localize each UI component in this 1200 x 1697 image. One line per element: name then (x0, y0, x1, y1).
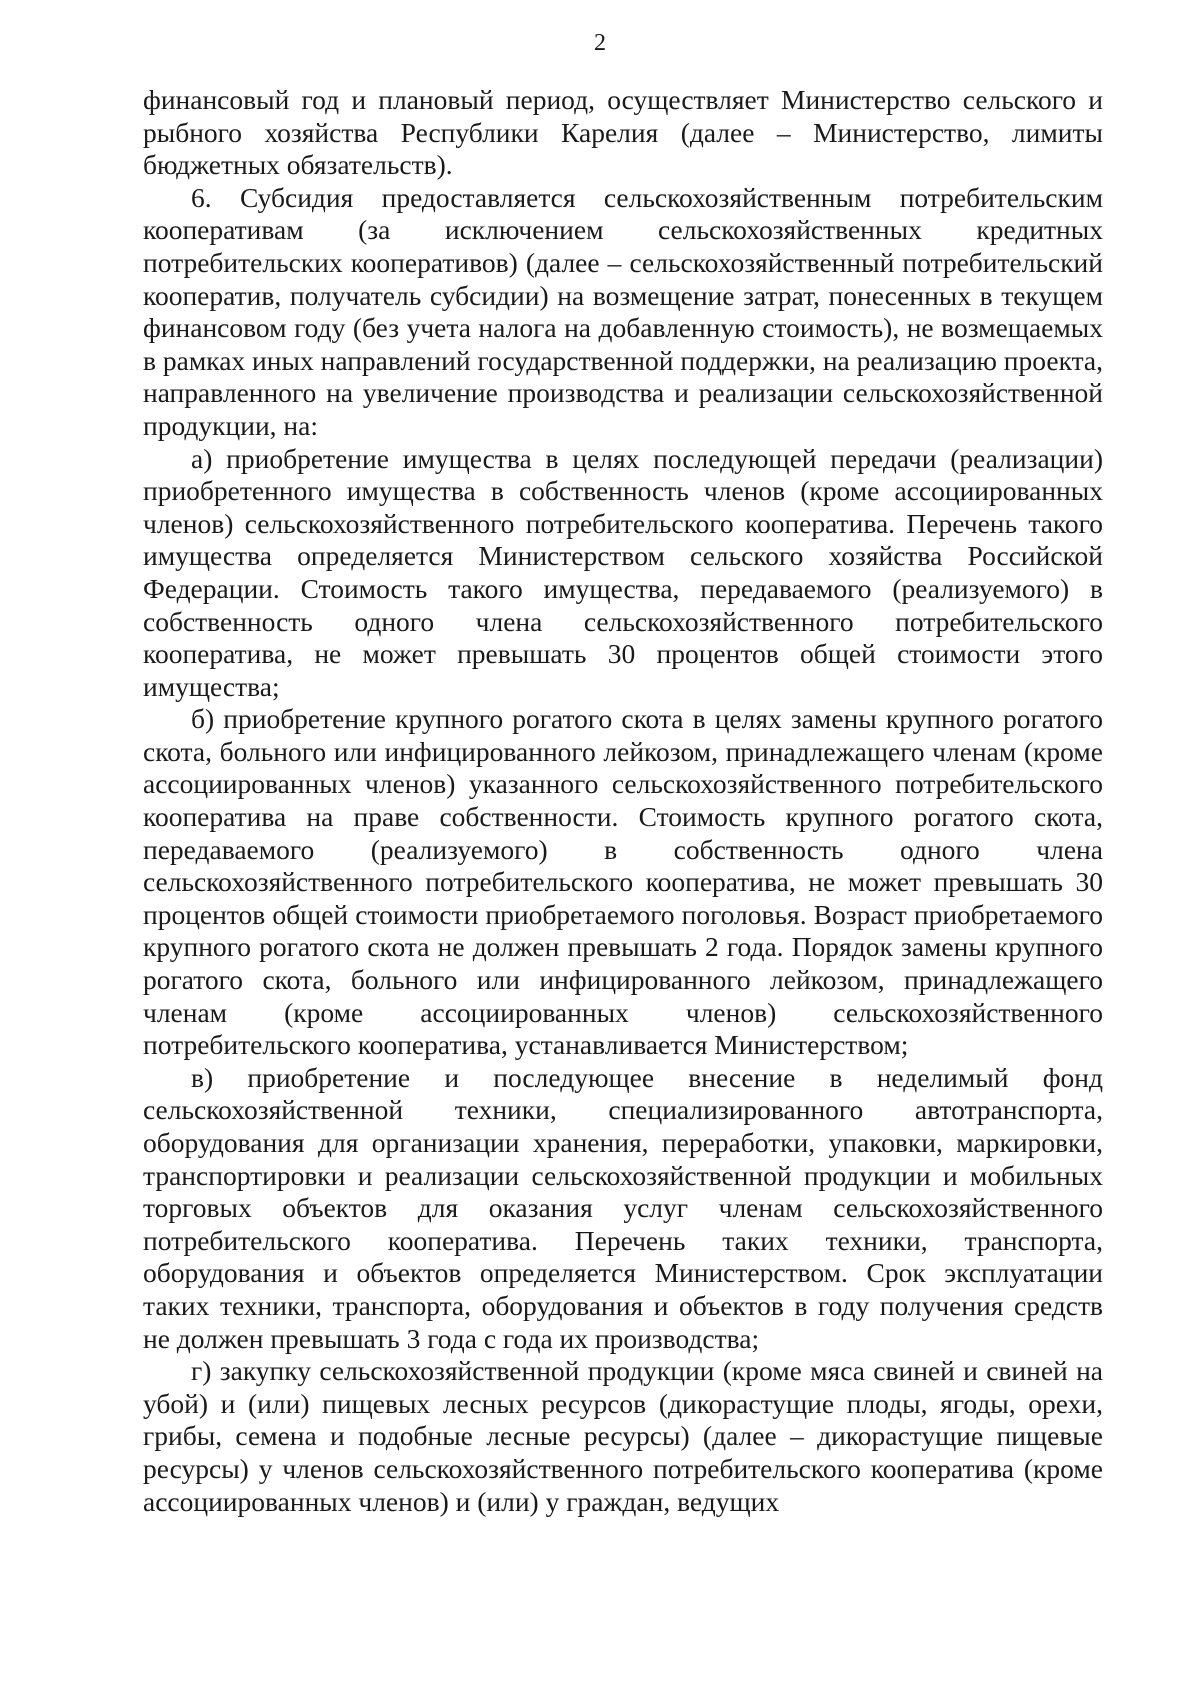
paragraph-clause-6: 6. Субсидия предоставляется сельскохозяйственным потребительским кооперативам (за исключением сельскохозяйственных кредитных потребительских кооперативов) (далее – сельскохозяйственный потребительский кооператив, получатель субсидии) на возмещение затрат, понесенных в текущем финансовом году (без учета налога на добавленную стоимость), не возмещаемых в рамках иных направлений государственной поддержки, на реализацию проекта, направленного на увеличение производства и реализации сельскохозяйственной продукции, на: (143, 181, 1103, 441)
paragraph-subclause-g: г) закупку сельскохозяйственной продукции (кроме мяса свиней и свиней на убой) и (или) пищевых лесных ресурсов (дикорастущие плоды, ягоды, орехи, грибы, семена и подобные лесные ресурсы) (далее – дикорастущие пищевые ресурсы) у членов сельскохозяйственного потребительского кооператива (кроме ассоциированных членов) и (или) у граждан, ведущих (143, 1355, 1103, 1517)
paragraph-continuation: финансовый год и плановый период, осуществляет Министерство сельского и рыбного хозяйства Республики Карелия (далее – Министерство, лимиты бюджетных обязательств). (143, 84, 1103, 181)
page-number: 2 (594, 30, 606, 56)
paragraph-subclause-b: б) приобретение крупного рогатого скота в целях замены крупного рогатого скота, больного или инфицированного лейкозом, принадлежащего членам (кроме ассоциированных членов) указанного сельскохозяйственного потребительского кооператива на праве собственности. Стоимость крупного рогатого скота, передаваемого (реализуемого) в собственность одного члена сельскохозяйственного потребительского кооператива, не может превышать 30 процентов общей стоимости приобретаемого поголовья. Возраст приобретаемого крупного рогатого скота не должен превышать 2 года. Порядок замены крупного рогатого скота, больного или инфицированного лейкозом, принадлежащего членам (кроме ассоциированных членов) сельскохозяйственного потребительского кооператива, устанавливается Министерством; (143, 703, 1103, 1061)
paragraph-subclause-a: а) приобретение имущества в целях последующей передачи (реализации) приобретенного имущества в собственность членов (кроме ассоциированных членов) сельскохозяйственного потребительского кооператива. Перечень такого имущества определяется Министерством сельского хозяйства Российской Федерации. Стоимость такого имущества, передаваемого (реализуемого) в собственность одного члена сельскохозяйственного потребительского кооператива, не может превышать 30 процентов общей стоимости этого имущества; (143, 442, 1103, 702)
paragraph-subclause-v: в) приобретение и последующее внесение в неделимый фонд сельскохозяйственной техники, специализированного автотранспорта, оборудования для организации хранения, переработки, упаковки, маркировки, транспортировки и реализации сельскохозяйственной продукции и мобильных торговых объектов для оказания услуг членам сельскохозяйственного потребительского кооператива. Перечень таких техники, транспорта, оборудования и объектов определяется Министерством. Срок эксплуатации таких техники, транспорта, оборудования и объектов в году получения средств не должен превышать 3 года с года их производства; (143, 1061, 1103, 1354)
document-body (143, 84, 1103, 1518)
